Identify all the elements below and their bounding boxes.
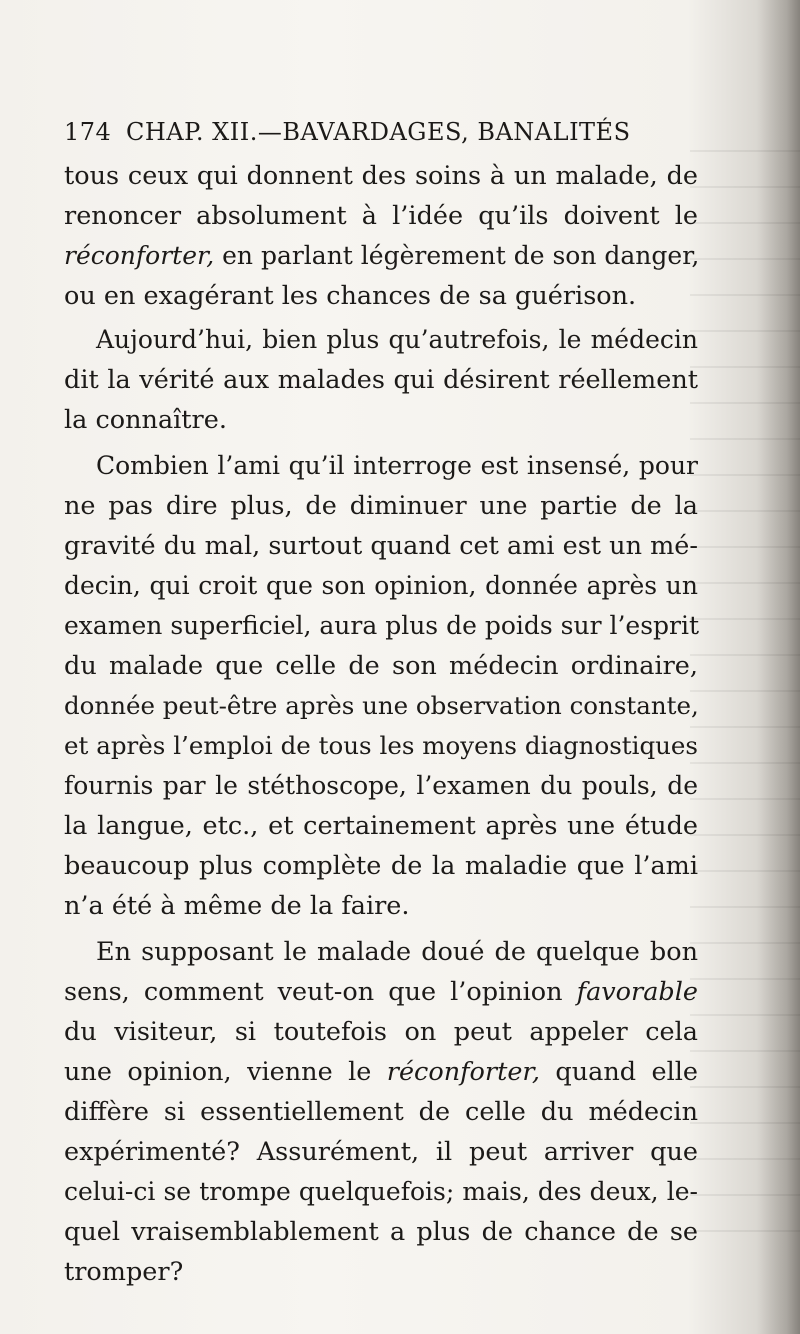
text-line: la connaître. bbox=[64, 405, 227, 435]
text-line: sens, comment veut-on que l’opinion favorable bbox=[64, 977, 698, 1007]
text-line: gravité du mal, surtout quand cet ami est un mé- bbox=[64, 531, 698, 561]
text-line: n’a été à même de la faire. bbox=[64, 891, 410, 921]
italic-word: réconforter, bbox=[64, 241, 215, 270]
text-line: du visiteur, si toutefois on peut appeler cela bbox=[64, 1017, 698, 1047]
text-line: et après l’emploi de tous les moyens diagnostiques bbox=[64, 731, 698, 760]
text-line: donnée peut-être après une observation constante, bbox=[64, 691, 699, 720]
text-line: En supposant le malade doué de quelque bon bbox=[96, 937, 698, 967]
page-gutter-shadow bbox=[756, 0, 800, 1334]
running-title: CHAP. XII.—BAVARDAGES, BANALITÉS bbox=[126, 118, 631, 146]
text-line: fournis par le stéthoscope, l’examen du pouls, de bbox=[64, 771, 698, 800]
text-line: une opinion, vienne le réconforter, quand elle bbox=[64, 1057, 698, 1087]
text-line: ne pas dire plus, de diminuer une partie de la bbox=[64, 491, 698, 521]
text-line: tromper? bbox=[64, 1257, 184, 1287]
italic-word: favorable bbox=[576, 977, 698, 1007]
text-line: diffère si essentiellement de celle du médecin bbox=[64, 1097, 698, 1127]
text-line: du malade que celle de son médecin ordinaire, bbox=[64, 651, 698, 681]
body-text bbox=[64, 156, 698, 1292]
italic-word: réconforter, bbox=[386, 1057, 540, 1087]
text-line: tous ceux qui donnent des soins à un malade, de bbox=[64, 161, 698, 191]
text-line: beaucoup plus complète de la maladie que l’ami bbox=[64, 851, 698, 881]
text-line: ou en exagérant les chances de sa guérison. bbox=[64, 281, 637, 311]
text-line: examen superficiel, aura plus de poids sur l’esprit bbox=[64, 611, 700, 640]
text-line: renoncer absolument à l’idée qu’ils doivent le bbox=[64, 201, 698, 231]
text-line: celui-ci se trompe quelquefois; mais, des deux, le- bbox=[64, 1177, 698, 1206]
text-line: dit la vérité aux malades qui désirent réellement bbox=[64, 365, 698, 395]
running-header bbox=[64, 118, 704, 146]
text-line: quel vraisemblablement a plus de chance de se bbox=[64, 1217, 698, 1247]
text-line: expérimenté? Assurément, il peut arriver que bbox=[64, 1137, 698, 1167]
text-line: réconforter, en parlant légèrement de son danger, bbox=[64, 241, 700, 270]
text-line: Combien l’ami qu’il interroge est insensé, pour bbox=[96, 451, 698, 480]
text-line: la langue, etc., et certainement après une étude bbox=[64, 811, 698, 841]
text-line: decin, qui croit que son opinion, donnée après un bbox=[64, 571, 698, 600]
page-number: 174 bbox=[64, 118, 112, 146]
text-line: Aujourd’hui, bien plus qu’autrefois, le médecin bbox=[96, 325, 698, 354]
